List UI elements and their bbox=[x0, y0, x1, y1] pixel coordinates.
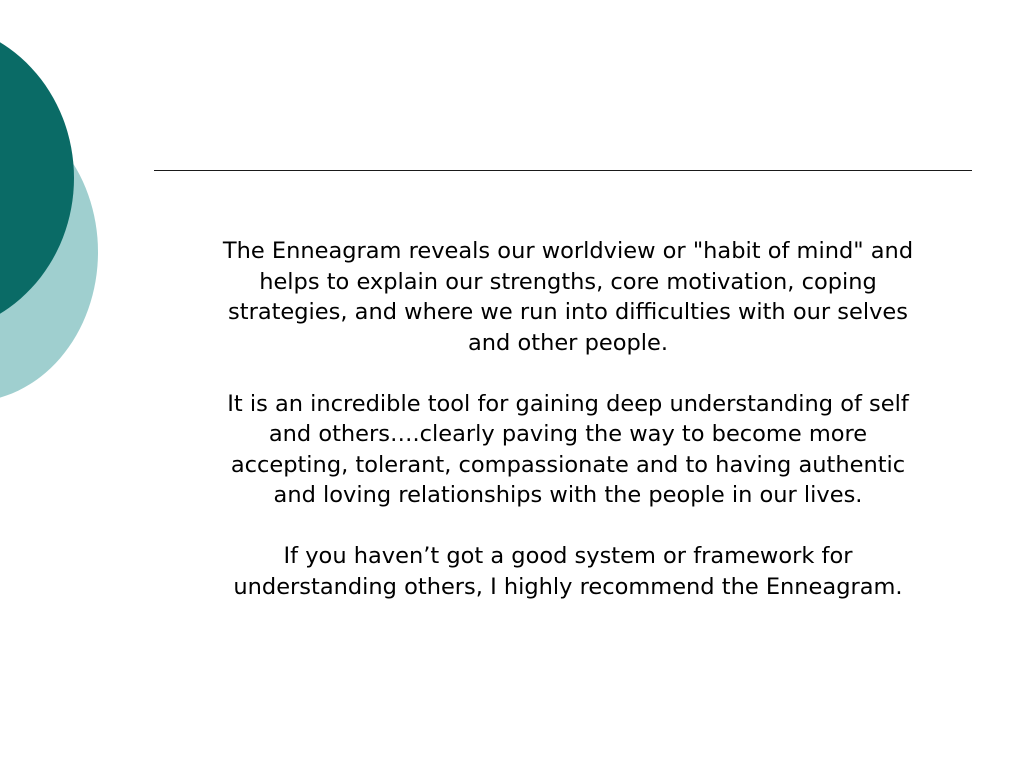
paragraph-recommendation: If you haven’t got a good system or framework for understanding others, I highly recommend the Enneagram. bbox=[233, 543, 903, 600]
slide-body-text bbox=[222, 236, 914, 602]
paragraph-enneagram-benefits: It is an incredible tool for gaining deep understanding of self and others….clearly paving the way to become more accepting, tolerant, compassionate and to having authentic and loving relationships with the people in our lives. bbox=[227, 390, 909, 508]
paragraph-enneagram-overview: The Enneagram reveals our worldview or "habit of mind" and helps to explain our strengths, core motivation, coping strategies, and where we run into difficulties with our selves and other people. bbox=[222, 238, 914, 356]
title-divider-line bbox=[154, 170, 972, 171]
